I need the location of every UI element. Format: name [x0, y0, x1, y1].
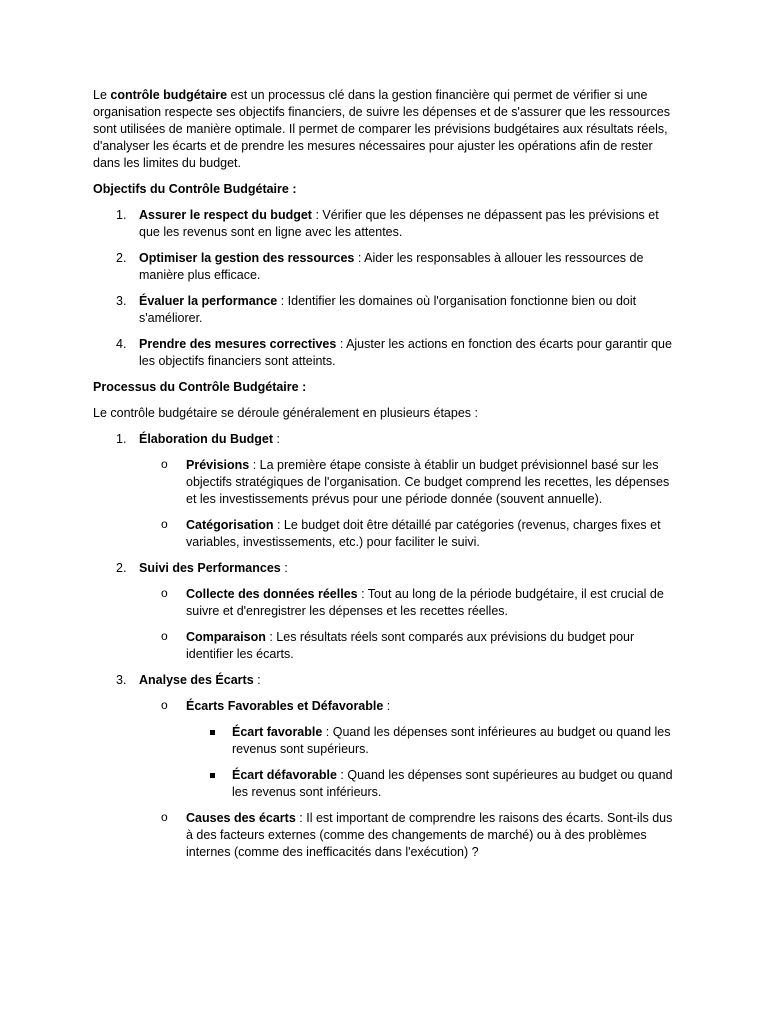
subsub-item [93, 724, 678, 758]
sub-text: : [383, 699, 391, 713]
item-number: 2. [116, 251, 127, 265]
subsub-text: : Quand les dépenses sont supérieures au budget ou quand les revenus sont inférieurs. [232, 768, 673, 799]
item-bold: Prendre des mesures correctives [139, 337, 337, 351]
sub-text: : La première étape consiste à établir un budget prévisionnel basé sur les objectifs stratégiques de l'organisation. Ce budget comprend les recettes, les dépenses et les investissements prévus pour une période donnée (souvent annuelle). [186, 458, 670, 506]
item-number: 1. [116, 208, 127, 222]
step-bold: Suivi des Performances [139, 561, 281, 575]
processus-intro: Le contrôle budgétaire se déroule généralement en plusieurs étapes : [93, 406, 478, 420]
circle-bullet-icon: o [161, 517, 168, 531]
circle-bullet-icon: o [161, 810, 168, 824]
sub-bold: Prévisions [186, 458, 250, 472]
sub-item [93, 586, 678, 620]
circle-bullet-icon: o [161, 457, 168, 471]
sub-item [93, 457, 678, 508]
sub-item [93, 517, 678, 551]
sub-text: : Tout au long de la période budgétaire, il est crucial de suivre et d'enregistrer les dépenses et les recettes réelles. [186, 587, 664, 618]
processus-heading-text: Processus du Contrôle Budgétaire : [93, 380, 307, 394]
step-number: 1. [116, 432, 127, 446]
processus-heading [93, 379, 678, 396]
circle-bullet-icon: o [161, 629, 168, 643]
intro-text-1: Le [93, 88, 111, 102]
square-bullet-icon [210, 730, 215, 735]
step-item [93, 560, 678, 577]
step-bold: Élaboration du Budget [139, 432, 274, 446]
sub-bold: Écarts Favorables et Défavorable [186, 699, 384, 713]
objectifs-heading-text: Objectifs du Contrôle Budgétaire : [93, 182, 297, 196]
objectif-item [93, 293, 678, 327]
step-item [93, 672, 678, 689]
item-text: : Ajuster les actions en fonction des écarts pour garantir que les objectifs financiers sont atteints. [139, 337, 672, 368]
item-bold: Assurer le respect du budget [139, 208, 312, 222]
item-number: 4. [116, 337, 127, 351]
circle-bullet-icon: o [161, 586, 168, 600]
sub-item [93, 810, 678, 861]
objectif-item [93, 250, 678, 284]
intro-text-2: est un processus clé dans la gestion financière qui permet de vérifier si une organisation respecte ses objectifs financiers, de suivre les dépenses et de s'assurer que les ressources sont utilisées de manière optimale. Il permet de comparer les prévisions budgétaires aux résultats réels, d'analyser les écarts et de prendre les mesures nécessaires pour ajuster les opérations afin de rester dans les limites du budget. [93, 88, 670, 170]
intro-paragraph [93, 87, 678, 172]
intro-bold: contrôle budgétaire [110, 88, 228, 102]
sub-text: : Il est important de comprendre les raisons des écarts. Sont-ils dus à des facteurs externes (comme des changements de marché) ou à des problèmes internes (comme des inefficacités dans l'exécution) ? [186, 811, 673, 859]
step-item [93, 431, 678, 448]
objectifs-heading [93, 181, 678, 198]
square-bullet-icon [210, 773, 215, 778]
sub-item [93, 629, 678, 663]
circle-bullet-icon: o [161, 698, 168, 712]
step-text: : [273, 432, 280, 446]
item-bold: Évaluer la performance [139, 294, 278, 308]
step-text: : [253, 673, 261, 687]
subsub-bold: Écart favorable [232, 725, 323, 739]
document-body [93, 87, 678, 870]
subsub-bold: Écart défavorable [232, 768, 337, 782]
sub-bold: Collecte des données réelles [186, 587, 358, 601]
item-text: : Aider les responsables à allouer les ressources de manière plus efficace. [139, 251, 644, 282]
subsub-text: : Quand les dépenses sont inférieures au budget ou quand les revenus sont supérieurs. [232, 725, 671, 756]
item-text: : Vérifier que les dépenses ne dépassent pas les prévisions et que les revenus sont en ligne avec les attentes. [139, 208, 659, 239]
step-number: 3. [116, 673, 127, 687]
sub-bold: Catégorisation [186, 518, 274, 532]
sub-text: : Les résultats réels sont comparés aux prévisions du budget pour identifier les écarts. [186, 630, 635, 661]
subsub-item [93, 767, 678, 801]
sub-item [93, 698, 678, 715]
item-number: 3. [116, 294, 127, 308]
objectif-item [93, 207, 678, 241]
sub-text: : Le budget doit être détaillé par catégories (revenus, charges fixes et variables, investissements, etc.) pour faciliter le suivi. [186, 518, 661, 549]
sub-bold: Comparaison [186, 630, 266, 644]
step-text: : [280, 561, 288, 575]
step-number: 2. [116, 561, 127, 575]
step-bold: Analyse des Écarts [139, 673, 254, 687]
objectif-item [93, 336, 678, 370]
item-text: : Identifier les domaines où l'organisation fonctionne bien ou doit s'améliorer. [139, 294, 637, 325]
item-bold: Optimiser la gestion des ressources [139, 251, 355, 265]
sub-bold: Causes des écarts [186, 811, 296, 825]
